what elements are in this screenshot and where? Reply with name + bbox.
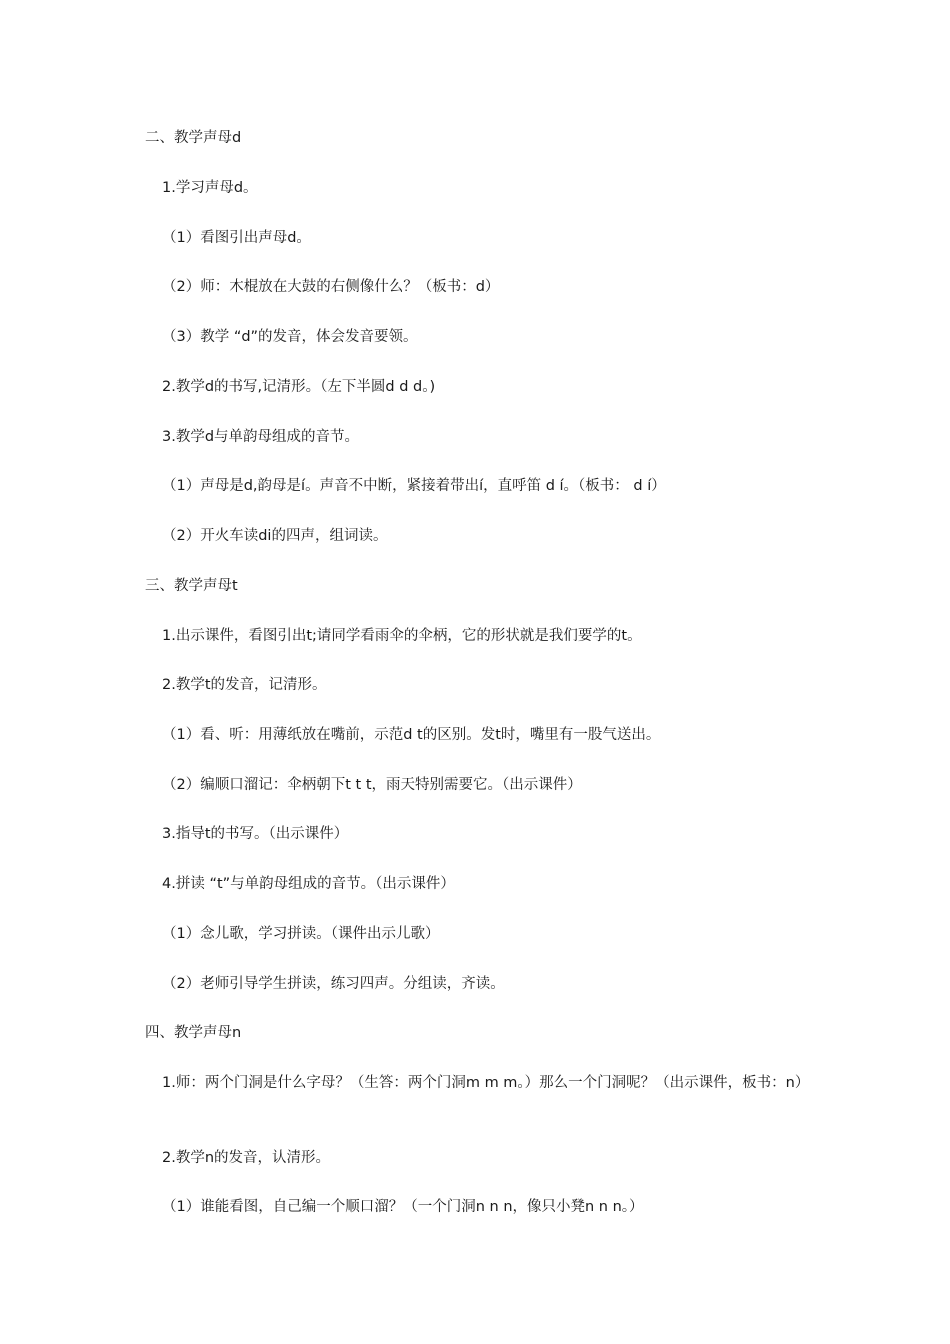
paragraph: （3）教学 “d”的发音，体会发音要领。 bbox=[162, 329, 418, 345]
paragraph: 3.教学d与单韵母组成的音节。 bbox=[162, 429, 360, 445]
paragraph: 2.教学d的书写,记清形。（左下半圆d d d。) bbox=[162, 379, 436, 395]
paragraph: 2.教学t的发音，记清形。 bbox=[162, 677, 327, 693]
paragraph: （2）编顺口溜记：伞柄朝下t t t，雨天特别需要它。（出示课件） bbox=[162, 777, 582, 793]
paragraph: 1.出示课件，看图引出t;请同学看雨伞的伞柄，它的形状就是我们要学的t。 bbox=[162, 628, 642, 644]
section-heading-t: 三、教学声母t bbox=[145, 578, 238, 594]
paragraph: （1）看、听：用薄纸放在嘴前，示范d t的区别。发t时，嘴里有一股气送出。 bbox=[162, 727, 661, 743]
paragraph: 4.拼读 “t”与单韵母组成的音节。（出示课件） bbox=[162, 876, 455, 892]
paragraph: 2.教学n的发音，认清形。 bbox=[162, 1150, 331, 1166]
paragraph: 3.指导t的书写。（出示课件） bbox=[162, 826, 349, 842]
paragraph: （2）师：木棍放在大鼓的右侧像什么？（板书：d） bbox=[162, 279, 500, 295]
paragraph: 1.师：两个门洞是什么字母？（生答：两个门洞m m m。）那么一个门洞呢？（出示课件，板书：n） bbox=[162, 1075, 810, 1091]
paragraph: （2）老师引导学生拼读，练习四声。分组读，齐读。 bbox=[162, 976, 505, 992]
section-heading-n: 四、教学声母n bbox=[145, 1025, 242, 1041]
paragraph: 1.学习声母d。 bbox=[162, 180, 258, 196]
paragraph: （1）念儿歌，学习拼读。（课件出示儿歌） bbox=[162, 926, 440, 942]
paragraph: （1）看图引出声母d。 bbox=[162, 230, 311, 246]
paragraph: （1）声母是d,韵母是í。声音不中断，紧接着带出í，直呼笛 d í。（板书： d í） bbox=[162, 478, 666, 494]
paragraph: （2）开火车读di的四声，组词读。 bbox=[162, 528, 388, 544]
paragraph: （1）谁能看图，自己编一个顺口溜？（一个门洞n n n，像只小凳n n n。） bbox=[162, 1199, 644, 1215]
section-heading-d: 二、教学声母d bbox=[145, 130, 242, 146]
